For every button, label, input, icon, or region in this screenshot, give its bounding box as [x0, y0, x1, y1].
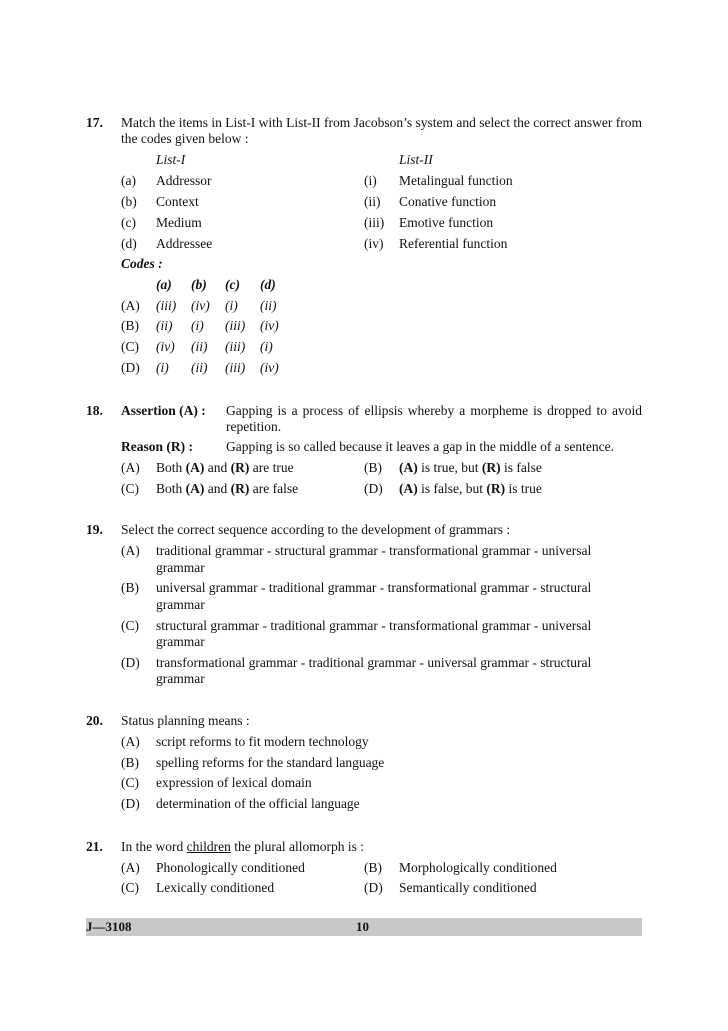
- q17-code-option-label: (D): [121, 360, 140, 375]
- q20-option-text: script reforms to fit modern technology: [156, 734, 369, 749]
- q17-list1-label: (d): [121, 236, 137, 251]
- q17-code-value: (iii): [225, 339, 246, 354]
- q17-list2-item: Emotive function: [399, 215, 494, 230]
- page-number: 10: [356, 919, 369, 934]
- q19-option-text-cont: grammar: [156, 634, 205, 649]
- q17-code-header: (a): [156, 277, 172, 292]
- q19-option-text: traditional grammar - structural grammar - transformational grammar - universal: [156, 543, 592, 558]
- q17-code-option-label: (C): [121, 339, 139, 354]
- q19-option-text-cont: grammar: [156, 560, 205, 575]
- page-footer: [86, 918, 642, 936]
- q17-code-header: (d): [260, 277, 276, 292]
- q17-code-value: (iv): [260, 360, 279, 375]
- q19-option-label: (B): [121, 580, 139, 595]
- q18-option-d: (A) is false, but (R) is true: [399, 481, 542, 496]
- q17-code-header: (b): [191, 277, 207, 292]
- q17-list2-label: (ii): [364, 194, 381, 209]
- q19-option-text-cont: grammar: [156, 597, 205, 612]
- q17-code-value: (i): [156, 360, 169, 375]
- q21-option-label: (A): [121, 860, 140, 875]
- q17-list2-label: (i): [364, 173, 377, 188]
- q19-option-label: (D): [121, 655, 140, 670]
- q20-stem: Status planning means :: [121, 713, 250, 728]
- q20-option-text: determination of the official language: [156, 796, 360, 811]
- q18-option-label: (C): [121, 481, 139, 496]
- q17-codes-label: Codes :: [121, 256, 163, 271]
- q17-list1-header: List-I: [156, 152, 186, 167]
- q18-number: 18.: [86, 403, 103, 418]
- q18-assertion-label: Assertion (A) :: [121, 403, 206, 418]
- q18-option-b: (A) is true, but (R) is false: [399, 460, 542, 475]
- q21-option-text: Phonologically conditioned: [156, 860, 305, 875]
- q18-option-label: (B): [364, 460, 382, 475]
- q17-list2-item: Metalingual function: [399, 173, 513, 188]
- q21-option-label: (C): [121, 880, 139, 895]
- q17-list1-item: Addressor: [156, 173, 212, 188]
- q21-option-text: Lexically conditioned: [156, 880, 275, 895]
- q20-option-text: expression of lexical domain: [156, 775, 312, 790]
- q18-reason-text: Gapping is so called because it leaves a gap in the middle of a sentence.: [226, 439, 614, 454]
- q17-list1-label: (b): [121, 194, 137, 209]
- q17-list2-label: (iii): [364, 215, 385, 230]
- q18-option-c: Both (A) and (R) are false: [156, 481, 299, 496]
- q18-assertion-text: Gapping is a process of ellipsis whereby a morpheme is dropped to avoid repetition.: [226, 403, 642, 434]
- q18-reason-label: Reason (R) :: [121, 439, 193, 454]
- q17-code-value: (iii): [225, 360, 246, 375]
- q21-stem: In the word children the plural allomorph is :: [121, 839, 364, 854]
- q19-number: 19.: [86, 522, 103, 537]
- q19-option-text: structural grammar - traditional grammar - transformational grammar - universal: [156, 618, 592, 633]
- q20-option-label: (C): [121, 775, 139, 790]
- q21-option-text: Morphologically conditioned: [399, 860, 557, 875]
- paper-code: J—3108: [86, 919, 132, 934]
- q17-list1-label: (c): [121, 215, 136, 230]
- q17-list1-label: (a): [121, 173, 136, 188]
- q17-code-header: (c): [225, 277, 240, 292]
- q17-list2-item: Referential function: [399, 236, 508, 251]
- q20-option-label: (B): [121, 755, 139, 770]
- q21-option-label: (B): [364, 860, 382, 875]
- q17-code-value: (iii): [225, 318, 246, 333]
- q20-option-text: spelling reforms for the standard language: [156, 755, 385, 770]
- q17-code-value: (ii): [191, 360, 208, 375]
- q21-option-text: Semantically conditioned: [399, 880, 537, 895]
- q19-option-label: (A): [121, 543, 140, 558]
- q17-code-value: (iv): [260, 318, 279, 333]
- q19-stem: Select the correct sequence according to the development of grammars :: [121, 522, 511, 537]
- q17-code-value: (iv): [191, 298, 210, 313]
- q17-code-value: (ii): [191, 339, 208, 354]
- q17-list2-item: Conative function: [399, 194, 497, 209]
- q21-option-label: (D): [364, 880, 383, 895]
- q17-code-value: (i): [260, 339, 273, 354]
- q18-option-label: (A): [121, 460, 140, 475]
- q17-code-option-label: (B): [121, 318, 139, 333]
- q17-list2-header: List-II: [399, 152, 433, 167]
- q17-list1-item: Addressee: [156, 236, 213, 251]
- q17-list2-label: (iv): [364, 236, 384, 251]
- q19-option-label: (C): [121, 618, 139, 633]
- q21-number: 21.: [86, 839, 103, 854]
- q20-option-label: (D): [121, 796, 140, 811]
- q17-code-option-label: (A): [121, 298, 140, 313]
- q17-code-value: (iv): [156, 339, 175, 354]
- q17-list1-item: Context: [156, 194, 199, 209]
- q17-code-value: (i): [191, 318, 204, 333]
- q19-option-text: transformational grammar - traditional grammar - universal grammar - structural: [156, 655, 592, 670]
- q19-option-text: universal grammar - traditional grammar - transformational grammar - structural: [156, 580, 592, 595]
- q17-code-value: (iii): [156, 298, 177, 313]
- q20-number: 20.: [86, 713, 103, 728]
- q18-option-a: Both (A) and (R) are true: [156, 460, 294, 475]
- q17-code-value: (ii): [156, 318, 173, 333]
- q17-code-value: (i): [225, 298, 238, 313]
- q17-code-value: (ii): [260, 298, 277, 313]
- q19-option-text-cont: grammar: [156, 671, 205, 686]
- q17-number: 17.: [86, 115, 103, 130]
- q17-stem: Match the items in List-I with List-II from Jacobson’s system and select the correct answer from the codes given below :: [121, 115, 642, 146]
- q18-option-label: (D): [364, 481, 383, 496]
- q20-option-label: (A): [121, 734, 140, 749]
- q17-list1-item: Medium: [156, 215, 202, 230]
